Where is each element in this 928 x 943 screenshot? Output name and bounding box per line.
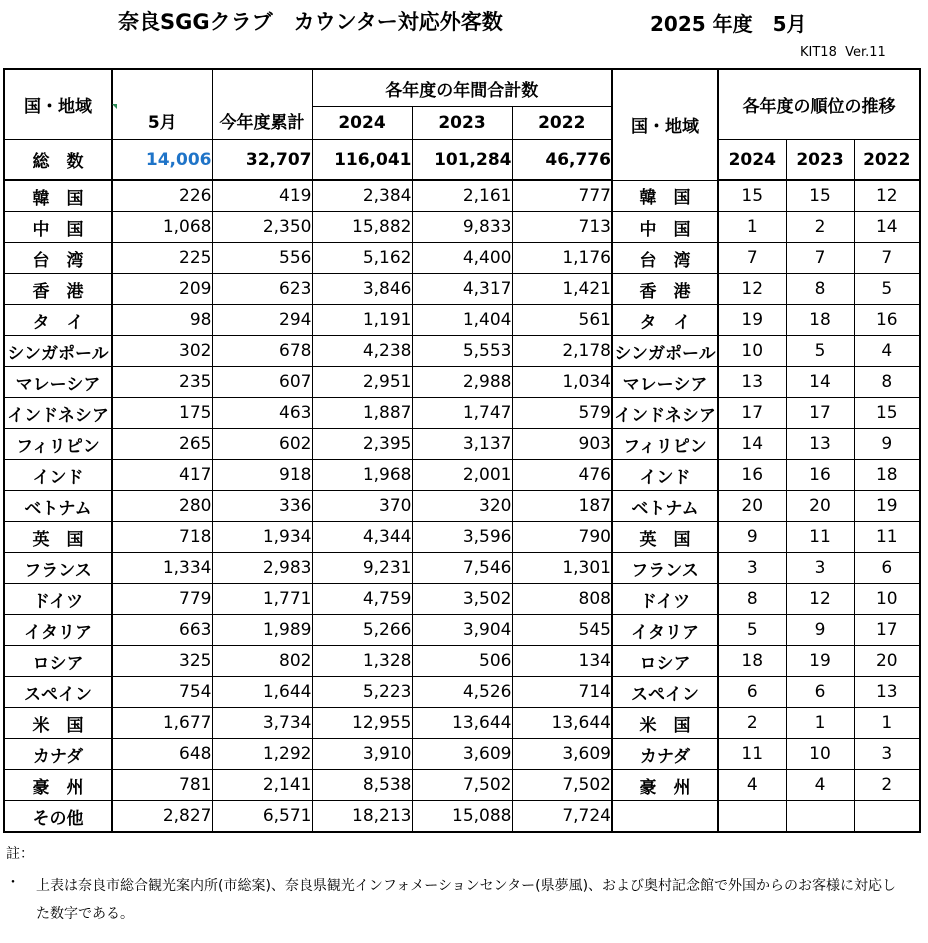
rank-2023-cell: 17 bbox=[786, 398, 854, 429]
ytd-cell: 607 bbox=[212, 367, 312, 398]
annual-2022-cell: 13,644 bbox=[512, 708, 612, 739]
country-cell: シンガポール bbox=[4, 336, 112, 367]
country-cell: スペイン bbox=[4, 677, 112, 708]
annual-2023-cell: 2,988 bbox=[412, 367, 512, 398]
ytd-cell: 2,983 bbox=[212, 553, 312, 584]
rank-2023-cell: 8 bbox=[786, 274, 854, 305]
rank-country-cell: 中 国 bbox=[612, 212, 718, 243]
annual-total-group-header: 各年度の年間合計数 bbox=[312, 69, 612, 107]
rank-2022-cell: 14 bbox=[854, 212, 920, 243]
month-cell: 265 bbox=[112, 429, 212, 460]
rank-2024-cell: 3 bbox=[718, 553, 786, 584]
month-cell: 280 bbox=[112, 491, 212, 522]
version-label: KIT18 Ver.11 bbox=[800, 45, 886, 60]
country-cell: その他 bbox=[4, 801, 112, 833]
total-month: 14,006 bbox=[112, 140, 212, 181]
ytd-cell: 1,292 bbox=[212, 739, 312, 770]
cell-comment-marker bbox=[112, 104, 117, 109]
month-cell: 754 bbox=[112, 677, 212, 708]
country-cell: 中 国 bbox=[4, 212, 112, 243]
annual-2023-cell: 5,553 bbox=[412, 336, 512, 367]
rank-country-cell: 英 国 bbox=[612, 522, 718, 553]
rank-2024-cell: 18 bbox=[718, 646, 786, 677]
annual-2023-cell: 15,088 bbox=[412, 801, 512, 833]
rank-2023-cell: 16 bbox=[786, 460, 854, 491]
annual-2024-cell: 3,846 bbox=[312, 274, 412, 305]
rank-2023-cell: 5 bbox=[786, 336, 854, 367]
rank-2024-cell: 17 bbox=[718, 398, 786, 429]
annual-2022-cell: 1,421 bbox=[512, 274, 612, 305]
rank-2022-cell: 15 bbox=[854, 398, 920, 429]
annual-2022-cell: 7,724 bbox=[512, 801, 612, 833]
table-row bbox=[4, 522, 920, 553]
rank-2022-cell: 18 bbox=[854, 460, 920, 491]
annual-2024-cell: 5,223 bbox=[312, 677, 412, 708]
annual-2024-cell: 15,882 bbox=[312, 212, 412, 243]
annual-2022-cell: 7,502 bbox=[512, 770, 612, 801]
month-cell: 718 bbox=[112, 522, 212, 553]
country-cell: 豪 州 bbox=[4, 770, 112, 801]
rank-2022-cell: 7 bbox=[854, 243, 920, 274]
ytd-cell: 419 bbox=[212, 180, 312, 212]
table-row bbox=[4, 584, 920, 615]
table-row bbox=[4, 429, 920, 460]
ytd-cell: 6,571 bbox=[212, 801, 312, 833]
annual-2024-cell: 9,231 bbox=[312, 553, 412, 584]
annual-2022-cell: 1,301 bbox=[512, 553, 612, 584]
annual-2024-cell: 8,538 bbox=[312, 770, 412, 801]
rank-country-cell: シンガポール bbox=[612, 336, 718, 367]
table-row bbox=[4, 770, 920, 801]
rank-2023-cell: 10 bbox=[786, 739, 854, 770]
rank-2022-cell: 5 bbox=[854, 274, 920, 305]
annual-2023-cell: 4,526 bbox=[412, 677, 512, 708]
annual-2022-cell: 808 bbox=[512, 584, 612, 615]
rank-2023-cell: 11 bbox=[786, 522, 854, 553]
rank-2023-cell: 7 bbox=[786, 243, 854, 274]
annual-2024-cell: 2,395 bbox=[312, 429, 412, 460]
rank-2022-cell: 16 bbox=[854, 305, 920, 336]
annual-2022-cell: 545 bbox=[512, 615, 612, 646]
year-header-2024: 2024 bbox=[312, 107, 412, 140]
rank-2022-cell: 4 bbox=[854, 336, 920, 367]
rank-country-cell: フランス bbox=[612, 553, 718, 584]
annual-2022-cell: 790 bbox=[512, 522, 612, 553]
table-row bbox=[4, 398, 920, 429]
annual-2024-cell: 4,759 bbox=[312, 584, 412, 615]
rank-country-column-header: 国・地域 bbox=[612, 69, 718, 180]
month-cell: 648 bbox=[112, 739, 212, 770]
rank-2024-cell: 13 bbox=[718, 367, 786, 398]
annual-2022-cell: 3,609 bbox=[512, 739, 612, 770]
rank-country-cell bbox=[612, 801, 718, 833]
month-cell: 663 bbox=[112, 615, 212, 646]
rank-2023-cell bbox=[786, 801, 854, 833]
rank-2022-cell: 8 bbox=[854, 367, 920, 398]
annual-2024-cell: 2,384 bbox=[312, 180, 412, 212]
month-cell: 175 bbox=[112, 398, 212, 429]
table-row bbox=[4, 460, 920, 491]
table-row bbox=[4, 739, 920, 770]
visitor-count-table bbox=[3, 68, 921, 833]
annual-2024-cell: 1,887 bbox=[312, 398, 412, 429]
month-cell: 781 bbox=[112, 770, 212, 801]
report-period: 2025 年度 5月 bbox=[650, 12, 807, 36]
annual-2023-cell: 3,502 bbox=[412, 584, 512, 615]
annual-2024-cell: 370 bbox=[312, 491, 412, 522]
rank-2023-cell: 14 bbox=[786, 367, 854, 398]
ytd-cell: 623 bbox=[212, 274, 312, 305]
country-cell: マレーシア bbox=[4, 367, 112, 398]
ytd-column-header: 今年度累計 bbox=[212, 69, 312, 140]
annual-2022-cell: 1,176 bbox=[512, 243, 612, 274]
month-cell: 325 bbox=[112, 646, 212, 677]
month-cell: 226 bbox=[112, 180, 212, 212]
country-cell: 英 国 bbox=[4, 522, 112, 553]
annual-2024-cell: 4,238 bbox=[312, 336, 412, 367]
table-row bbox=[4, 491, 920, 522]
rank-2022-cell: 12 bbox=[854, 180, 920, 212]
annual-2024-cell: 1,328 bbox=[312, 646, 412, 677]
total-2024: 116,041 bbox=[312, 140, 412, 181]
rank-country-cell: 米 国 bbox=[612, 708, 718, 739]
total-2023: 101,284 bbox=[412, 140, 512, 181]
year-header-2023: 2023 bbox=[412, 107, 512, 140]
rank-2024-cell: 15 bbox=[718, 180, 786, 212]
annual-2023-cell: 7,502 bbox=[412, 770, 512, 801]
rank-2023-cell: 13 bbox=[786, 429, 854, 460]
total-2022: 46,776 bbox=[512, 140, 612, 181]
country-cell: ロシア bbox=[4, 646, 112, 677]
annual-2024-cell: 12,955 bbox=[312, 708, 412, 739]
country-cell: イタリア bbox=[4, 615, 112, 646]
rank-country-cell: 韓 国 bbox=[612, 180, 718, 212]
table-row bbox=[4, 212, 920, 243]
table-row bbox=[4, 801, 920, 833]
country-cell: 香 港 bbox=[4, 274, 112, 305]
rank-2023-cell: 3 bbox=[786, 553, 854, 584]
annual-2023-cell: 3,596 bbox=[412, 522, 512, 553]
rank-2024-cell: 12 bbox=[718, 274, 786, 305]
rank-2023-cell: 4 bbox=[786, 770, 854, 801]
country-cell: ベトナム bbox=[4, 491, 112, 522]
rank-2022-cell: 2 bbox=[854, 770, 920, 801]
rank-country-cell: カナダ bbox=[612, 739, 718, 770]
month-cell: 1,334 bbox=[112, 553, 212, 584]
annual-2024-cell: 1,191 bbox=[312, 305, 412, 336]
rank-country-cell: タ イ bbox=[612, 305, 718, 336]
ytd-cell: 1,989 bbox=[212, 615, 312, 646]
country-cell: タ イ bbox=[4, 305, 112, 336]
annual-2023-cell: 1,747 bbox=[412, 398, 512, 429]
month-cell: 779 bbox=[112, 584, 212, 615]
rank-2024-cell: 16 bbox=[718, 460, 786, 491]
month-cell: 235 bbox=[112, 367, 212, 398]
note-item bbox=[6, 872, 906, 928]
month-cell: 1,068 bbox=[112, 212, 212, 243]
rank-country-cell: 台 湾 bbox=[612, 243, 718, 274]
rank-country-cell: 香 港 bbox=[612, 274, 718, 305]
annual-2024-cell: 18,213 bbox=[312, 801, 412, 833]
month-cell: 225 bbox=[112, 243, 212, 274]
annual-2022-cell: 579 bbox=[512, 398, 612, 429]
rank-2023-cell: 2 bbox=[786, 212, 854, 243]
annual-2023-cell: 7,546 bbox=[412, 553, 512, 584]
rank-2022-cell: 20 bbox=[854, 646, 920, 677]
annual-2022-cell: 561 bbox=[512, 305, 612, 336]
note-text: 上表は奈良市総合観光案内所(市総案)、奈良県観光インフォメーションセンター(県夢風)、および奥村記念館で外国からのお客様に対応した数字である。 bbox=[36, 878, 897, 922]
country-column-header: 国・地域 bbox=[4, 69, 112, 140]
ytd-cell: 3,734 bbox=[212, 708, 312, 739]
total-label: 総 数 bbox=[4, 140, 112, 181]
annual-2022-cell: 134 bbox=[512, 646, 612, 677]
month-cell: 98 bbox=[112, 305, 212, 336]
annual-2022-cell: 2,178 bbox=[512, 336, 612, 367]
ytd-cell: 918 bbox=[212, 460, 312, 491]
rank-2024-cell: 7 bbox=[718, 243, 786, 274]
rank-country-cell: ロシア bbox=[612, 646, 718, 677]
month-cell: 209 bbox=[112, 274, 212, 305]
table-row bbox=[4, 367, 920, 398]
table-row bbox=[4, 646, 920, 677]
rank-2022-cell: 1 bbox=[854, 708, 920, 739]
rank-2024-cell: 14 bbox=[718, 429, 786, 460]
rank-2023-cell: 1 bbox=[786, 708, 854, 739]
ytd-cell: 294 bbox=[212, 305, 312, 336]
month-cell: 417 bbox=[112, 460, 212, 491]
page-title: 奈良SGGクラブ カウンター対応外客数 bbox=[118, 10, 503, 34]
rank-year-header-2023: 2023 bbox=[786, 140, 854, 181]
annual-2023-cell: 1,404 bbox=[412, 305, 512, 336]
rank-2024-cell: 9 bbox=[718, 522, 786, 553]
ytd-cell: 1,644 bbox=[212, 677, 312, 708]
rank-country-cell: マレーシア bbox=[612, 367, 718, 398]
rank-country-cell: イタリア bbox=[612, 615, 718, 646]
annual-2024-cell: 3,910 bbox=[312, 739, 412, 770]
rank-2024-cell: 6 bbox=[718, 677, 786, 708]
rank-2024-cell: 1 bbox=[718, 212, 786, 243]
table-row bbox=[4, 615, 920, 646]
rank-2022-cell: 9 bbox=[854, 429, 920, 460]
rank-2022-cell: 10 bbox=[854, 584, 920, 615]
table-row bbox=[4, 553, 920, 584]
rank-2024-cell: 11 bbox=[718, 739, 786, 770]
annual-2023-cell: 3,609 bbox=[412, 739, 512, 770]
rank-2023-cell: 15 bbox=[786, 180, 854, 212]
rank-2024-cell: 10 bbox=[718, 336, 786, 367]
annual-2023-cell: 2,161 bbox=[412, 180, 512, 212]
rank-2023-cell: 9 bbox=[786, 615, 854, 646]
annual-2022-cell: 777 bbox=[512, 180, 612, 212]
rank-2022-cell bbox=[854, 801, 920, 833]
month-column-header: 5月 bbox=[112, 69, 212, 140]
rank-2022-cell: 19 bbox=[854, 491, 920, 522]
rank-2023-cell: 12 bbox=[786, 584, 854, 615]
country-cell: フィリピン bbox=[4, 429, 112, 460]
country-cell: インド bbox=[4, 460, 112, 491]
notes-label: 註： bbox=[6, 846, 34, 862]
table-row bbox=[4, 274, 920, 305]
annual-2023-cell: 506 bbox=[412, 646, 512, 677]
annual-2024-cell: 4,344 bbox=[312, 522, 412, 553]
annual-2022-cell: 476 bbox=[512, 460, 612, 491]
rank-country-cell: インドネシア bbox=[612, 398, 718, 429]
rank-country-cell: ドイツ bbox=[612, 584, 718, 615]
annual-2023-cell: 13,644 bbox=[412, 708, 512, 739]
rank-2022-cell: 6 bbox=[854, 553, 920, 584]
rank-country-cell: 豪 州 bbox=[612, 770, 718, 801]
rank-2023-cell: 6 bbox=[786, 677, 854, 708]
rank-2024-cell: 2 bbox=[718, 708, 786, 739]
rank-2022-cell: 11 bbox=[854, 522, 920, 553]
annual-2023-cell: 2,001 bbox=[412, 460, 512, 491]
ytd-cell: 2,350 bbox=[212, 212, 312, 243]
ytd-cell: 1,771 bbox=[212, 584, 312, 615]
rank-year-header-2024: 2024 bbox=[718, 140, 786, 181]
annual-2022-cell: 903 bbox=[512, 429, 612, 460]
country-cell: フランス bbox=[4, 553, 112, 584]
rank-2022-cell: 3 bbox=[854, 739, 920, 770]
annual-2023-cell: 4,317 bbox=[412, 274, 512, 305]
rank-2022-cell: 13 bbox=[854, 677, 920, 708]
rank-2023-cell: 18 bbox=[786, 305, 854, 336]
rank-country-cell: スペイン bbox=[612, 677, 718, 708]
annual-2022-cell: 1,034 bbox=[512, 367, 612, 398]
table-row bbox=[4, 708, 920, 739]
annual-2023-cell: 3,904 bbox=[412, 615, 512, 646]
total-ytd: 32,707 bbox=[212, 140, 312, 181]
annual-2023-cell: 4,400 bbox=[412, 243, 512, 274]
rank-country-cell: ベトナム bbox=[612, 491, 718, 522]
notes bbox=[6, 843, 906, 928]
country-cell: ドイツ bbox=[4, 584, 112, 615]
month-cell: 1,677 bbox=[112, 708, 212, 739]
rank-group-header: 各年度の順位の推移 bbox=[718, 69, 920, 140]
rank-country-cell: フィリピン bbox=[612, 429, 718, 460]
country-cell: 台 湾 bbox=[4, 243, 112, 274]
annual-2022-cell: 714 bbox=[512, 677, 612, 708]
ytd-cell: 602 bbox=[212, 429, 312, 460]
rank-2024-cell: 19 bbox=[718, 305, 786, 336]
annual-2023-cell: 3,137 bbox=[412, 429, 512, 460]
annual-2024-cell: 1,968 bbox=[312, 460, 412, 491]
rank-2024-cell bbox=[718, 801, 786, 833]
note-bullet: ・ bbox=[6, 875, 20, 891]
table-row bbox=[4, 336, 920, 367]
rank-2024-cell: 4 bbox=[718, 770, 786, 801]
country-cell: 米 国 bbox=[4, 708, 112, 739]
rank-2024-cell: 5 bbox=[718, 615, 786, 646]
ytd-cell: 463 bbox=[212, 398, 312, 429]
annual-2024-cell: 2,951 bbox=[312, 367, 412, 398]
ytd-cell: 1,934 bbox=[212, 522, 312, 553]
rank-2024-cell: 20 bbox=[718, 491, 786, 522]
country-cell: インドネシア bbox=[4, 398, 112, 429]
annual-2023-cell: 9,833 bbox=[412, 212, 512, 243]
rank-2022-cell: 17 bbox=[854, 615, 920, 646]
table-row bbox=[4, 305, 920, 336]
rank-2024-cell: 8 bbox=[718, 584, 786, 615]
table-body bbox=[4, 180, 920, 832]
annual-2024-cell: 5,266 bbox=[312, 615, 412, 646]
ytd-cell: 336 bbox=[212, 491, 312, 522]
rank-country-cell: インド bbox=[612, 460, 718, 491]
annual-2024-cell: 5,162 bbox=[312, 243, 412, 274]
ytd-cell: 556 bbox=[212, 243, 312, 274]
rank-2023-cell: 20 bbox=[786, 491, 854, 522]
country-cell: 韓 国 bbox=[4, 180, 112, 212]
ytd-cell: 802 bbox=[212, 646, 312, 677]
rank-2023-cell: 19 bbox=[786, 646, 854, 677]
table-row bbox=[4, 677, 920, 708]
annual-2022-cell: 187 bbox=[512, 491, 612, 522]
rank-year-header-2022: 2022 bbox=[854, 140, 920, 181]
ytd-cell: 678 bbox=[212, 336, 312, 367]
ytd-cell: 2,141 bbox=[212, 770, 312, 801]
year-header-2022: 2022 bbox=[512, 107, 612, 140]
month-cell: 302 bbox=[112, 336, 212, 367]
month-cell: 2,827 bbox=[112, 801, 212, 833]
country-cell: カナダ bbox=[4, 739, 112, 770]
table-row bbox=[4, 243, 920, 274]
annual-2022-cell: 713 bbox=[512, 212, 612, 243]
table-row bbox=[4, 180, 920, 212]
annual-2023-cell: 320 bbox=[412, 491, 512, 522]
